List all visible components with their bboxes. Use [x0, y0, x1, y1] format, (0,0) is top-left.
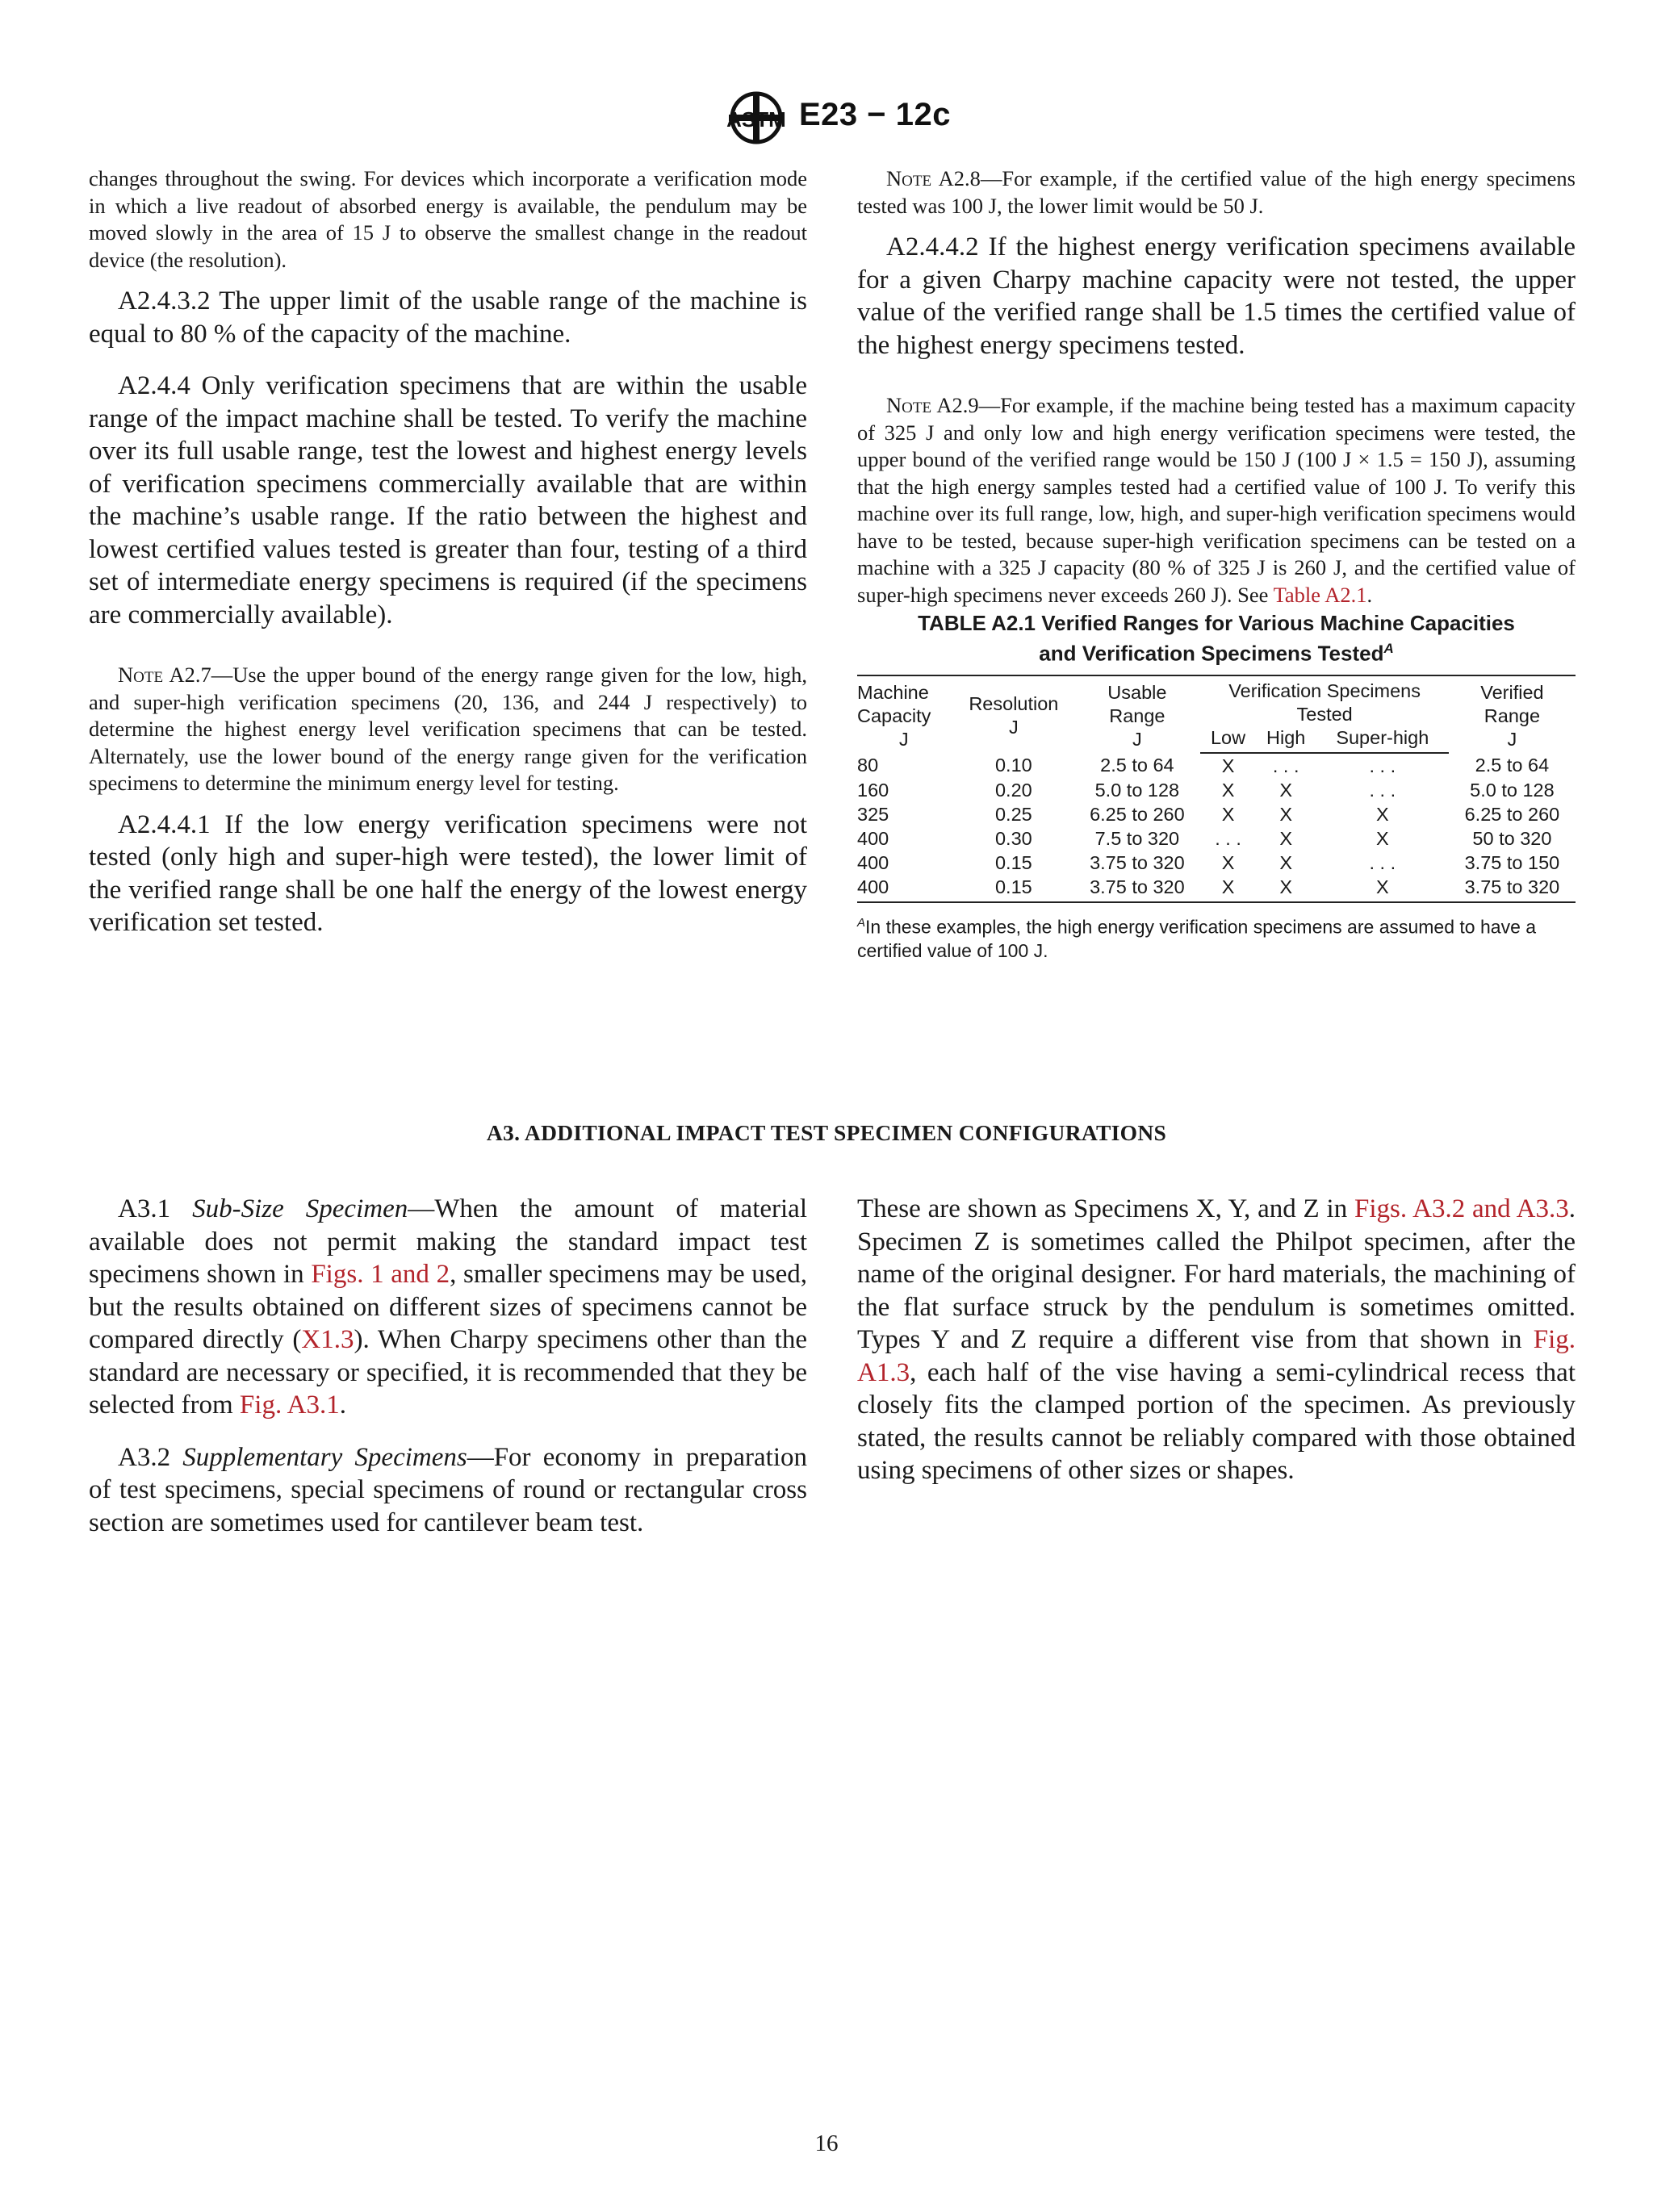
cell-usable-range: 5.0 to 128: [1094, 779, 1180, 801]
figs-a3-2-and-a3-3-link[interactable]: Figs. A3.2 and A3.3: [1354, 1194, 1569, 1223]
header-text: J: [898, 728, 909, 750]
header-verified-range: [1449, 675, 1576, 753]
note-label: Note: [118, 663, 164, 687]
cell-resolution: 0.15: [994, 851, 1032, 873]
right-column-top: [857, 165, 1576, 963]
cell-capacity: 160: [857, 779, 889, 801]
page-header: [0, 89, 1653, 145]
cell-verified-range: 6.25 to 260: [1464, 803, 1560, 825]
term: Supplementary Specimens: [182, 1442, 467, 1472]
cell-low: X: [1200, 875, 1255, 902]
note-text: A2.8—For example, if the certified value of the high energy specimens tested was 100 J, the lower limit would be 50 J.: [857, 166, 1576, 218]
cell-super-high: . . .: [1369, 779, 1396, 801]
header-text: Verified: [1480, 681, 1544, 703]
table-title: [857, 610, 1576, 667]
note-end: .: [1366, 582, 1373, 607]
left-column-bottom: [89, 1193, 807, 1539]
header-text: J: [1132, 728, 1142, 750]
cell-capacity: 400: [857, 875, 953, 902]
paragraph-a2-4-4: A2.4.4 Only verification specimens that are within the usable range of the impact machine shall be tested. To verify the machine over its full usable range, test the lowest and highest energy levels of verification specimens commercially available that are within the machine’s usable range. If the ratio between the highest and lowest certified values tested is greater than four, testing of a third set of intermediate energy specimens is required (if the specimens are commercially available).: [89, 371, 807, 629]
text: —When the amount of material available does not permit making the standard impact test specimens shown in: [89, 1194, 807, 1289]
header-text: Machine: [857, 681, 929, 703]
table-row: [857, 802, 1576, 826]
cell-verified-range: 3.75 to 320: [1449, 875, 1576, 902]
note-a2-8: [857, 165, 1576, 220]
table-row: [857, 851, 1576, 875]
header-text: Resolution: [969, 693, 1059, 715]
table-title-line2-text: and Verification Specimens Tested: [1039, 641, 1384, 666]
astm-logo-icon: [722, 89, 790, 147]
cell-usable-range: 3.75 to 320: [1073, 875, 1200, 902]
cell-high: X: [1279, 779, 1293, 801]
cell-resolution: 0.10: [994, 755, 1032, 776]
cell-high: X: [1256, 875, 1316, 902]
table-row: [857, 875, 1576, 902]
cell-low: X: [1221, 851, 1235, 873]
paragraph-a3-2: [89, 1441, 807, 1540]
footnote-text: In these examples, the high energy verification specimens are assumed to have a certified value of 100 J.: [857, 916, 1537, 962]
note-label: Note: [886, 166, 932, 190]
cell-super-high: X: [1375, 827, 1389, 849]
paragraph-a3-1: [89, 1193, 807, 1422]
right-column-bottom: [857, 1193, 1576, 1487]
paragraph-continuation: changes throughout the swing. For devices which incorporate a verification mode in which a live readout of absorbed energy is available, the pendulum may be moved slowly in the area of 15 J to observe the smallest change in the readout device (the resolution).: [89, 166, 807, 272]
cell-usable-range: 6.25 to 260: [1090, 803, 1185, 825]
cell-low: X: [1221, 755, 1235, 776]
cell-resolution: 0.30: [994, 827, 1032, 849]
header-tested: Tested: [1296, 703, 1353, 725]
text: —For economy in preparation of test specimens, special specimens of round or rectangular cross section are sometimes used for cantilever beam test.: [89, 1442, 807, 1537]
document-id: E23 − 12c: [799, 97, 951, 132]
cell-low: . . .: [1215, 827, 1241, 849]
cell-resolution: 0.15: [953, 875, 1073, 902]
table-title-line2: [857, 636, 1576, 667]
verified-ranges-table: [857, 675, 1576, 903]
cell-low: X: [1221, 803, 1235, 825]
cell-super-high: X: [1375, 803, 1389, 825]
note-a2-7: [89, 662, 807, 797]
header-super-high: Super-high: [1316, 726, 1449, 753]
cell-capacity: 400: [857, 851, 889, 873]
table-row: [857, 826, 1576, 851]
text: , each half of the vise having a semi-cylindrical recess that closely fits the clamped portion of the specimen. As previously stated, the results cannot be reliably compared with those obtained using specimens of other sizes or shapes.: [857, 1357, 1576, 1485]
cell-verified-range: 5.0 to 128: [1470, 779, 1555, 801]
term: Sub-Size Specimen: [192, 1194, 408, 1223]
header-text: Range: [1484, 705, 1541, 726]
header-text: Range: [1109, 705, 1165, 726]
table-row: [857, 778, 1576, 802]
left-column-top: [89, 165, 807, 939]
cell-high: X: [1279, 803, 1293, 825]
header-text: J: [1507, 728, 1517, 750]
text: These are shown as Specimens X, Y, and Z in: [857, 1194, 1355, 1223]
cell-capacity: 80: [857, 755, 879, 776]
cell-super-high: X: [1316, 875, 1449, 902]
cell-high: . . .: [1272, 755, 1299, 776]
cell-low: X: [1221, 779, 1235, 801]
text: ). When Charpy specimens other than the standard are necessary or specified, it is recommended that they be selected from: [89, 1325, 807, 1420]
cell-capacity: 325: [857, 803, 889, 825]
section-title: A3. ADDITIONAL IMPACT TEST SPECIMEN CONFIGURATIONS: [486, 1120, 1167, 1145]
header-low: Low: [1200, 726, 1255, 753]
text: . Specimen Z is sometimes called the Philpot specimen, after the name of the original designer. For hard materials, the machining of the flat surface struck by the pendulum is sometimes omitted. Types Y and Z require a different vise from that shown in: [857, 1194, 1576, 1354]
header-text: Usable: [1107, 681, 1167, 703]
cell-super-high: . . .: [1369, 755, 1396, 776]
header-usable-range: [1073, 675, 1200, 753]
table-footnote: [857, 911, 1576, 964]
text: .: [339, 1390, 346, 1420]
header-machine-capacity: [857, 675, 953, 753]
section-number: A3.2: [118, 1442, 183, 1472]
header-high: High: [1256, 726, 1316, 753]
cell-resolution: 0.25: [994, 803, 1032, 825]
cell-usable-range: 7.5 to 320: [1094, 827, 1180, 849]
cell-verified-range: 2.5 to 64: [1475, 755, 1550, 776]
note-label: Note: [886, 393, 932, 417]
table-row: [857, 753, 1576, 778]
cell-usable-range: 3.75 to 320: [1090, 851, 1185, 873]
table-a2-1-link[interactable]: Table A2.1: [1273, 582, 1367, 607]
header-verification-specimens: Verification Specimens: [1200, 675, 1448, 703]
header-text: J: [1008, 717, 1019, 738]
fig-a3-1-link[interactable]: Fig. A3.1: [239, 1390, 340, 1420]
header-resolution: [953, 675, 1073, 753]
cell-verified-range: 50 to 320: [1472, 827, 1552, 849]
cell-capacity: 400: [857, 827, 889, 849]
paragraph-a2-4-3-2: A2.4.3.2 The upper limit of the usable range of the machine is equal to 80 % of the capacity of the machine.: [89, 286, 807, 349]
cell-usable-range: 2.5 to 64: [1100, 755, 1174, 776]
paragraph-a2-4-4-1: A2.4.4.1 If the low energy verification specimens were not tested (only high and super-high were tested), the lower limit of the verified range shall be one half the energy of the lowest energy verification set tested.: [89, 809, 807, 937]
paragraph-a3-2-continued: [857, 1193, 1576, 1487]
text: , smaller specimens may be used, but the results obtained on different sizes of specimens cannot be compared directly (: [89, 1260, 808, 1354]
paragraph-a2-4-4-2: A2.4.4.2 If the highest energy verification specimens available for a given Charpy machine capacity were not tested, the upper value of the verified range shall be 1.5 times the certified value of the highest energy specimens tested.: [857, 232, 1576, 360]
cell-resolution: 0.20: [994, 779, 1032, 801]
figs-1-and-2-link[interactable]: Figs. 1 and 2: [311, 1260, 450, 1289]
table-title-line1: TABLE A2.1 Verified Ranges for Various Machine Capacities: [918, 611, 1515, 635]
cell-super-high: . . .: [1369, 851, 1396, 873]
section-number: A3.1: [118, 1194, 193, 1223]
note-text: A2.9—For example, if the machine being tested has a maximum capacity of 325 J and only low and high energy verification specimens were tested, the upper bound of the verified range would be 150 J (100 J × 1.5 = 150 J), assuming that the high energy samples tested had a certified value of 100 J. To verify this machine over its full range, low, high, and super-high verification specimens would have to be tested, because super-high verification specimens can be tested on a machine with a 325 J capacity (80 % of 325 J is 260 J, and the certified value of super-high specimens never exceeds 260 J). See: [857, 393, 1576, 607]
note-text: A2.7—Use the upper bound of the energy range given for the low, high, and super-high verification specimens (20, 136, and 244 J respectively) to determine the highest energy level verification specimens that can be tested. Alternately, use the lower bound of the energy range given for the verification specimens to determine the minimum energy level for testing.: [89, 663, 807, 795]
table-title-footnote-mark: A: [1383, 641, 1394, 656]
fig-a1-3-link[interactable]: Fig. A1.3: [857, 1325, 1576, 1387]
cell-high: X: [1279, 827, 1293, 849]
cell-high: X: [1279, 851, 1293, 873]
astm-logo-text: ASTM: [726, 107, 786, 132]
footnote-mark: A: [857, 915, 866, 930]
note-a2-9: [857, 392, 1576, 608]
x1-3-link[interactable]: X1.3: [301, 1325, 354, 1354]
header-text: Capacity: [857, 705, 931, 726]
cell-verified-range: 3.75 to 150: [1464, 851, 1560, 873]
page-number: 16: [814, 2130, 839, 2156]
